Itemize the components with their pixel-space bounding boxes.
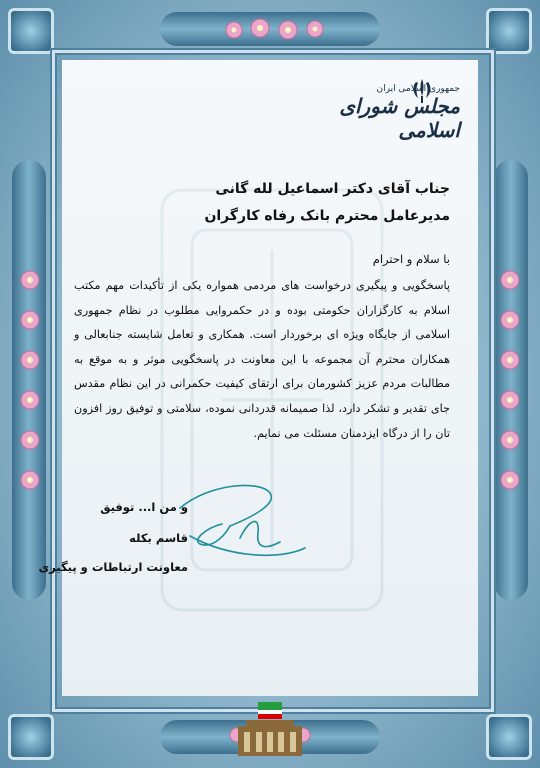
handwritten-signature-icon (170, 478, 310, 568)
corner-ornament-bottom-left (8, 714, 54, 760)
parliament-building-icon (232, 700, 308, 758)
letterhead (320, 84, 460, 142)
corner-ornament-top-right (486, 8, 532, 54)
letter-body: پاسخگویی و پیگیری درخواست های مردمی همواره یکی از تأکیدات مهم مکتب اسلام به کارگزاران حکومتی بوده و در حکمروایی مطلوب در نظام جمهوری اسلامی از جایگاه ویژه ای برخوردار است. همکاری و تعامل شایسته جنابعالی و همکاران محترم آن مجموعه با این معاونت در پاسخگویی موثر و به موقع به مطالبات مردم عزیز کشورمان برای ارتقای کیفیت حکمرانی در این نظام مقدس جای تقدیر و تشکر دارد، لذا صمیمانه قدردانی نموده، سلامتی و توفیق روز افزون تان را از درگاه ایزدمنان مسئلت می نمایم. (74, 279, 450, 440)
corner-ornament-top-left (8, 8, 54, 54)
addressee-position: مدیرعامل محترم بانک رفاه کارگران (204, 208, 450, 224)
letterhead-country: جمهوری اسلامی ایران (376, 84, 460, 94)
corner-ornament-bottom-right (486, 714, 532, 760)
greeting: با سلام و احترام (372, 252, 450, 266)
addressee-block (70, 176, 450, 230)
letterhead-institution: مجلس شورای اسلامی (339, 94, 460, 142)
flower-garland-right-icon (492, 260, 528, 500)
signature-closing: و من ا... توفیق (100, 500, 188, 514)
signatory-title: معاونت ارتباطات و پیگیری (38, 560, 188, 574)
flower-garland-left-icon (12, 260, 48, 500)
flower-garland-top-icon (220, 12, 330, 48)
signatory-name: قاسم بکله (129, 531, 188, 545)
addressee-name: جناب آقای دکتر اسماعیل لله گانی (215, 181, 450, 197)
